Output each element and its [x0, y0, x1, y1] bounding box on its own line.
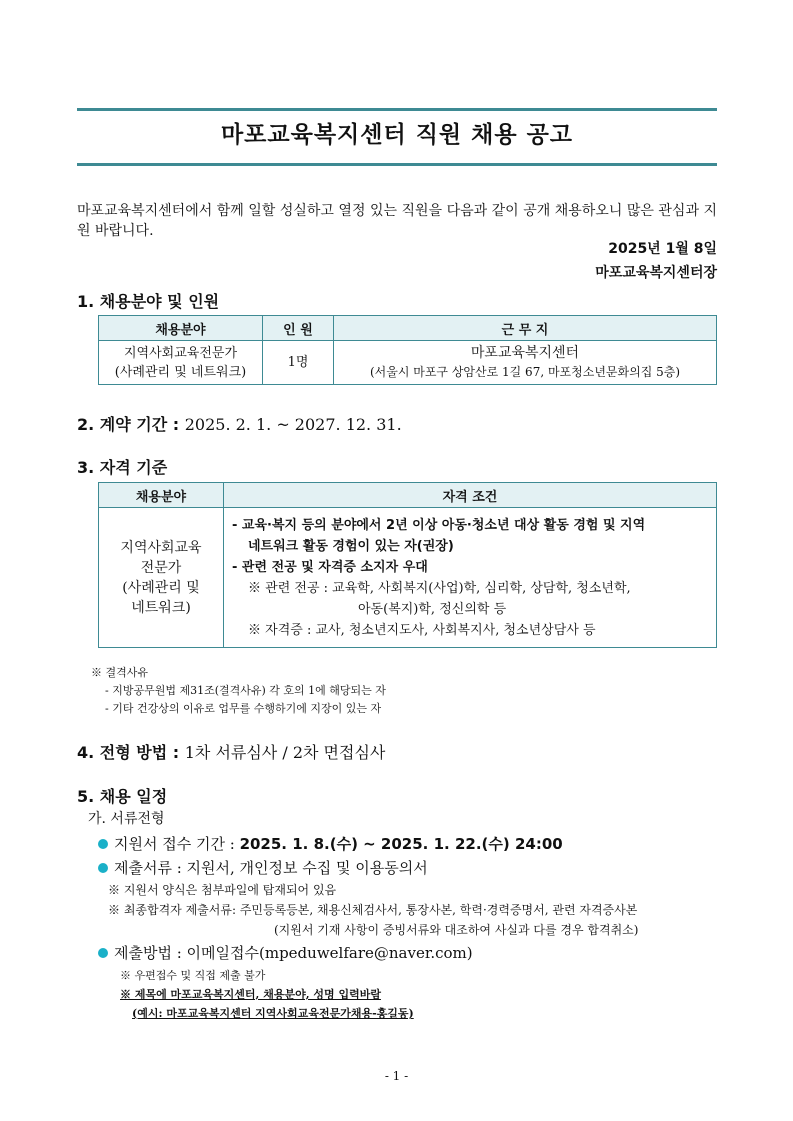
method-label: 4. 전형 방법 :	[77, 743, 185, 762]
bullet-icon	[98, 839, 108, 849]
note-item: ※ 최종합격자 제출서류: 주민등록등본, 채용신체검사서, 통장사본, 학력·경력증명서, 관련 자격증사본	[108, 903, 638, 917]
page-title: 마포교육복지센터 직원 채용 공고	[220, 122, 574, 148]
submission-text: 제출방법 : 이메일접수(mpeduwelfare@naver.com)	[114, 944, 473, 962]
section-3-heading: 3. 자격 기준	[77, 458, 168, 477]
disq-item: - 지방공무원법 제31조(결격사유) 각 호의 1에 해당되는 자	[105, 684, 386, 697]
th-count: 인 원	[263, 316, 334, 341]
condition-2: - 관련 전공 및 자격증 소지자 우대	[232, 559, 428, 575]
disqualification-notes	[91, 664, 386, 718]
page-number: - 1 -	[384, 1069, 409, 1083]
note-item: ※ 지원서 양식은 첨부파일에 탑재되어 있음	[108, 883, 337, 897]
section-5-heading: 5. 채용 일정	[77, 787, 168, 806]
condition-license: ※ 자격증 : 교사, 청소년지도사, 사회복지사, 청소년상담사 등	[248, 622, 596, 638]
contract-label: 2. 계약 기간 :	[77, 415, 185, 434]
disq-heading: ※ 결격사유	[91, 666, 149, 679]
field-subname: (사례관리 및 네트워크)	[114, 364, 247, 380]
document-notes	[108, 880, 638, 940]
field-line: 지역사회교육	[120, 539, 202, 556]
period-value: 2025. 1. 8.(수) ~ 2025. 1. 22.(수) 24:00	[239, 835, 563, 853]
condition-1: - 교육·복지 등의 분야에서 2년 이상 아동·청소년 대상 활동 경험 및 지역	[232, 517, 646, 533]
field-line: (사례관리 및	[122, 579, 200, 596]
cell-field	[99, 341, 263, 385]
recruitment-table	[98, 315, 717, 385]
contract-period: 2025. 2. 1. ~ 2027. 12. 31.	[184, 415, 402, 434]
note-item-example: (예시: 마포교육복지센터 지역사회교육전문가채용-홍길동)	[132, 1007, 414, 1020]
bullet-icon	[98, 863, 108, 873]
field-line: 네트워크)	[131, 599, 191, 616]
place-name: 마포교육복지센터	[470, 344, 580, 361]
cell-count: 1명	[263, 341, 334, 385]
field-name: 지역사회교육전문가	[123, 345, 238, 361]
condition-1-cont: 네트워크 활동 경험이 있는 자(권장)	[248, 538, 454, 554]
bullet-application-period	[98, 833, 563, 854]
cell-field	[99, 508, 224, 648]
bullet-submission-method	[98, 942, 473, 963]
th-place: 근 무 지	[334, 316, 717, 341]
th-condition: 자격 조건	[224, 483, 717, 508]
condition-major-cont: 아동(복지)학, 정신의학 등	[358, 601, 507, 617]
section-4-heading	[77, 740, 385, 763]
place-address: (서울시 마포구 상암산로 1길 67, 마포청소년문화의집 5층)	[369, 364, 681, 379]
intro-paragraph: 마포교육복지센터에서 함께 일할 성실하고 열정 있는 직원을 다음과 같이 공개 채용하오니 많은 관심과 지원 바랍니다.	[77, 203, 717, 239]
qualification-table	[98, 482, 717, 648]
period-label: 지원서 접수 기간 :	[114, 835, 240, 853]
field-line: 전문가	[140, 559, 182, 576]
table-row	[99, 341, 717, 385]
table-header-row	[99, 483, 717, 508]
notice-date: 2025년 1월 8일	[608, 241, 717, 257]
method-value: 1차 서류심사 / 2차 면접심사	[184, 743, 386, 762]
cell-conditions	[224, 508, 717, 648]
table-header-row	[99, 316, 717, 341]
table-row	[99, 508, 717, 648]
bullet-documents	[98, 857, 428, 878]
note-item: ※ 우편접수 및 직접 제출 불가	[120, 969, 266, 982]
sub-heading: 가. 서류전형	[88, 811, 165, 827]
disq-item: - 기타 건강상의 이유로 업무를 수행하기에 지장이 있는 자	[105, 702, 382, 715]
title-box	[77, 108, 717, 166]
th-field: 채용분야	[99, 483, 224, 508]
section-1-heading: 1. 채용분야 및 인원	[77, 292, 220, 311]
condition-major: ※ 관련 전공 : 교육학, 사회복지(사업)학, 심리학, 상담학, 청소년학,	[248, 580, 631, 596]
bullet-icon	[98, 948, 108, 958]
th-field: 채용분야	[99, 316, 263, 341]
submission-notes	[120, 966, 414, 1023]
note-item-important: ※ 제목에 마포교육복지센터, 채용분야, 성명 입력바람	[120, 988, 381, 1001]
note-item: (지원서 기재 사항이 증빙서류와 대조하여 사실과 다를 경우 합격취소)	[274, 923, 639, 937]
section-2-heading	[77, 412, 402, 435]
issuer: 마포교육복지센터장	[595, 265, 717, 281]
documents-text: 제출서류 : 지원서, 개인정보 수집 및 이용동의서	[114, 859, 428, 877]
cell-place	[334, 341, 717, 385]
